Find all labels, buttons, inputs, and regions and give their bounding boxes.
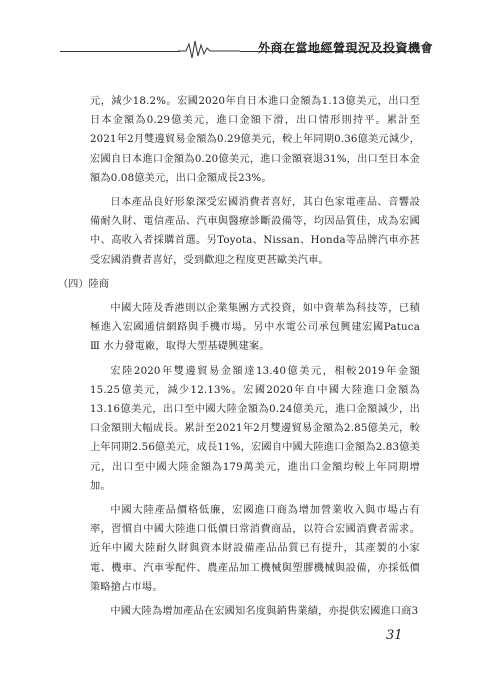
paragraph: 中國大陸為增加產品在宏國知名度與銷售業績，亦提供宏國進口商3 [110, 606, 419, 618]
paragraph: 元，減少18.2%。宏國2020年自日本進口金額為1.13億美元，出口至日本金額為0.29億美元，進口金額下滑，出口情形則持平。累計至2021年2月雙邊貿易金額為0.29億美元，較上年同期0.36億美元減少，宏國自日本進口金額為0.20億美元，進口金額衰退31%，出口至日本金額為0.08億美元，出口金額成長23%。 [90, 96, 420, 184]
header-rule-left [60, 51, 180, 52]
paragraph: 日本產品良好形象深受宏國消費者喜好，其白色家電產品、音響設備耐久財、電信產品、汽車與醫療診斷設備等，均因品質佳，成為宏國中、高收入者採購首選。另Toyota、Nissan、Honda等品牌汽車亦甚受宏國消費者喜好，受到歡迎之程度更甚歐美汽車。 [90, 197, 420, 266]
page-body [58, 92, 420, 626]
section-heading: （四）陸商 [58, 278, 109, 290]
heartbeat-wave-icon [178, 38, 240, 60]
paragraph: 中國大陸及香港則以企業集團方式投資，如中資華為科技等，已積極進入宏國通信網路與手機市場。另中水電公司承包興建宏國Patuca Ⅲ 水力發電廠，取得大型基礎興建案。 [90, 303, 420, 353]
page-number: 31 [386, 628, 403, 643]
page-header [0, 38, 480, 60]
paragraph: 宏陸2020年雙邊貿易金額達13.40億美元，相較2019年金額15.25億美元，減少12.13%。宏國2020年自中國大陸進口金額為13.16億美元，出口至中國大陸金額為0.24億美元，進口金額減少，出口金額則大幅成長。累計至2021年2月雙邊貿易金額為2.85億美元，較上年同期2.56億美元，成長11%，宏國自中國大陸進口金額為2.83億美元，出口至中國大陸金額為179萬美元，進出口金額均較上年同期增加。 [90, 365, 420, 492]
running-header-title: 外商在當地經營現況及投資機會 [258, 41, 434, 55]
paragraph: 中國大陸產品價格低廉，宏國進口商為增加營業收入與市場占有率，習慣自中國大陸進口低價日常消費商品，以符合宏國消費者需求。近年中國大陸耐久財與資本財設備產品品質已有提升，其產製的小家電、機車、汽車零配件、農產品加工機械與塑膠機械與設備，亦採低價策略搶占市場。 [90, 505, 420, 593]
